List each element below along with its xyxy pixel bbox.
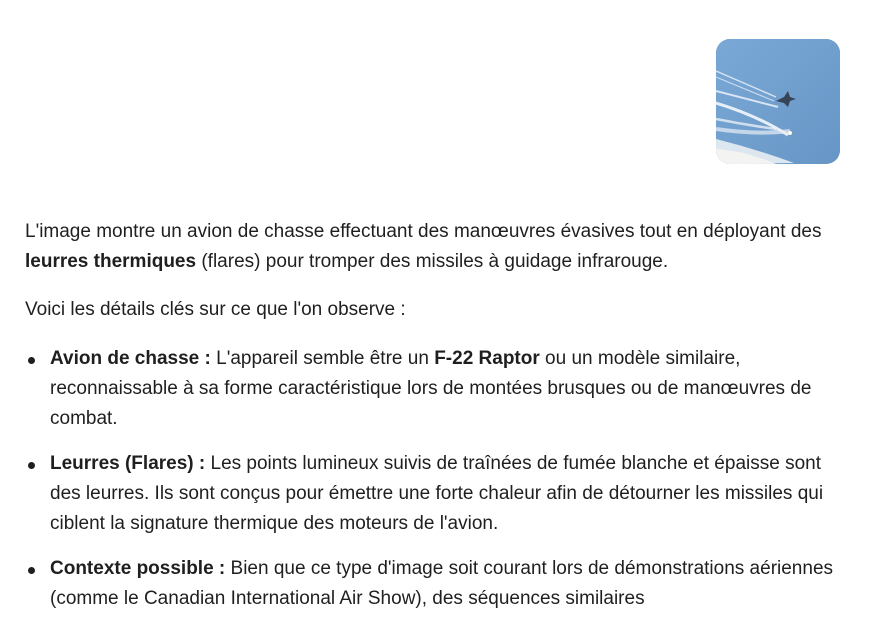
attached-image-thumbnail[interactable] bbox=[716, 39, 840, 164]
list-item bbox=[25, 554, 845, 614]
list-item bbox=[25, 344, 845, 434]
intro-paragraph bbox=[25, 217, 845, 277]
intro-bold: leurres thermiques bbox=[25, 251, 197, 272]
fighter-jet-flares-photo-icon bbox=[716, 39, 840, 164]
list-item-text: Les points lumineux suivis de traînées de fumée blanche et épaisse sont des leurres. Ils sont conçus pour émettre une forte chaleur afin de détourner les missiles qui ciblent la signature thermique des moteurs de l'avion. bbox=[50, 453, 824, 534]
list-item-title: Leurres (Flares) : bbox=[50, 453, 206, 474]
assistant-response bbox=[25, 217, 845, 629]
list-item bbox=[25, 449, 845, 539]
list-item-text: L'appareil semble être un bbox=[210, 348, 435, 369]
list-item-title: Contexte possible : bbox=[50, 558, 226, 579]
lead-paragraph: Voici les détails clés sur ce que l'on observe : bbox=[25, 299, 406, 320]
list-item-text-end: ou un modèle similaire, reconnaissable à sa forme caractéristique lors de montées brusques ou de manœuvres de combat. bbox=[50, 348, 812, 429]
details-list bbox=[25, 344, 845, 614]
list-item-text: Bien que ce type d'image soit courant lors de démonstrations aériennes (comme le Canadian International Air Show), des séquences similaires bbox=[50, 558, 834, 609]
list-item-bold: F-22 Raptor bbox=[434, 348, 540, 369]
intro-text: L'image montre un avion de chasse effectuant des manœuvres évasives tout en déployant des bbox=[25, 221, 822, 242]
list-item-title: Avion de chasse : bbox=[50, 348, 211, 369]
intro-text-end: (flares) pour tromper des missiles à guidage infrarouge. bbox=[196, 251, 669, 272]
